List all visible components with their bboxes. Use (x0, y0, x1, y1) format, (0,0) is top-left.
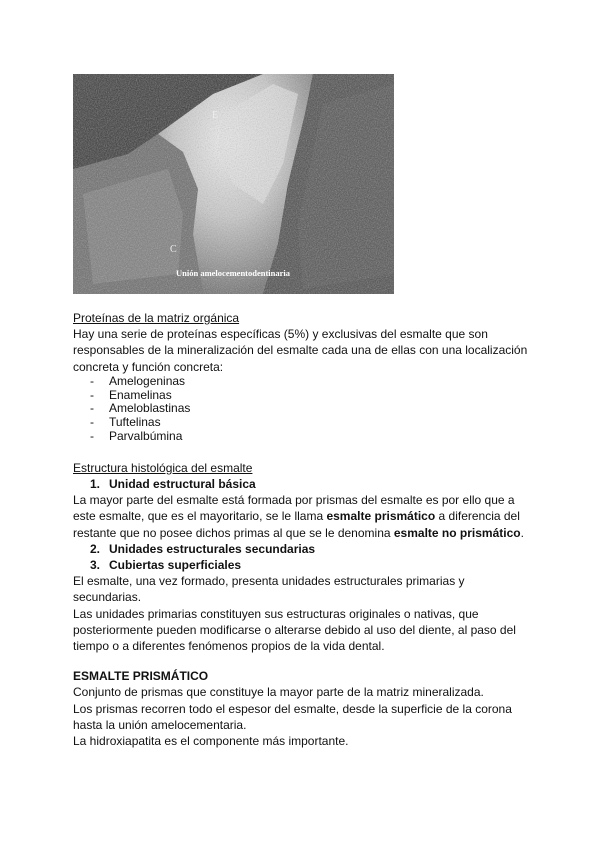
list-item: - Tuftelinas (90, 416, 533, 430)
paragraph-units: El esmalte, una vez formado, presenta unidades estructurales primarias y secundarias. (73, 574, 465, 605)
list-item: - Ameloblastinas (90, 402, 533, 416)
proteins-intro: Hay una serie de proteínas específicas (5%) y exclusivas del esmalte que son responsables de la mineralización del esmalte cada una de ellas con una localización concreta y función concreta: (73, 327, 528, 374)
label-e: E (212, 110, 219, 121)
micrograph-image (73, 74, 394, 294)
paragraph-prisms: La mayor parte del esmalte está formada por prismas del esmalte es por ello que a este esmalte, que es el mayoritario, se le llama esmalte prismático a diferencia del restante que no posee dichos primas al que se le denomina esmalte no prismático. (73, 493, 524, 540)
paragraph-primary-units: Las unidades primarias constituyen sus estructuras originales o nativas, que posteriormente pueden modificarse o alterarse debido al uso del diente, al paso del tiempo o a diferentes fenómenos propios de la vida dental. (73, 606, 516, 654)
list-item: - Enamelinas (90, 389, 533, 403)
label-c: C (170, 244, 177, 255)
section-heading-structure: Estructura histológica del esmalte (73, 460, 253, 475)
section-heading-prismatic: ESMALTE PRISMÁTICO (73, 669, 209, 684)
numbered-item-3: 3. Cubiertas superficiales (90, 558, 242, 573)
prismatic-line-3: La hidroxiapatita es el componente más importante. (73, 734, 349, 749)
numbered-item-1: 1. Unidad estructural básica (90, 477, 256, 491)
numbered-item-2: 2. Unidades estructurales secundarias (90, 541, 316, 556)
section-heading-proteins: Proteínas de la matriz orgánica (73, 311, 240, 325)
figure-caption: Unión amelocementodentinaria (176, 268, 291, 278)
protein-list (73, 375, 533, 444)
micrograph-figure (73, 74, 394, 294)
list-item: - Amelogeninas (90, 375, 533, 389)
prismatic-line-1: Conjunto de prismas que constituye la mayor parte de la matriz mineralizada. (73, 685, 484, 700)
prismatic-line-2: Los prismas recorren todo el espesor del esmalte, desde la superficie de la corona hasta la unión amelocementaria. (73, 701, 512, 732)
list-item: - Parvalbúmina (90, 430, 533, 444)
document-body (73, 310, 533, 749)
